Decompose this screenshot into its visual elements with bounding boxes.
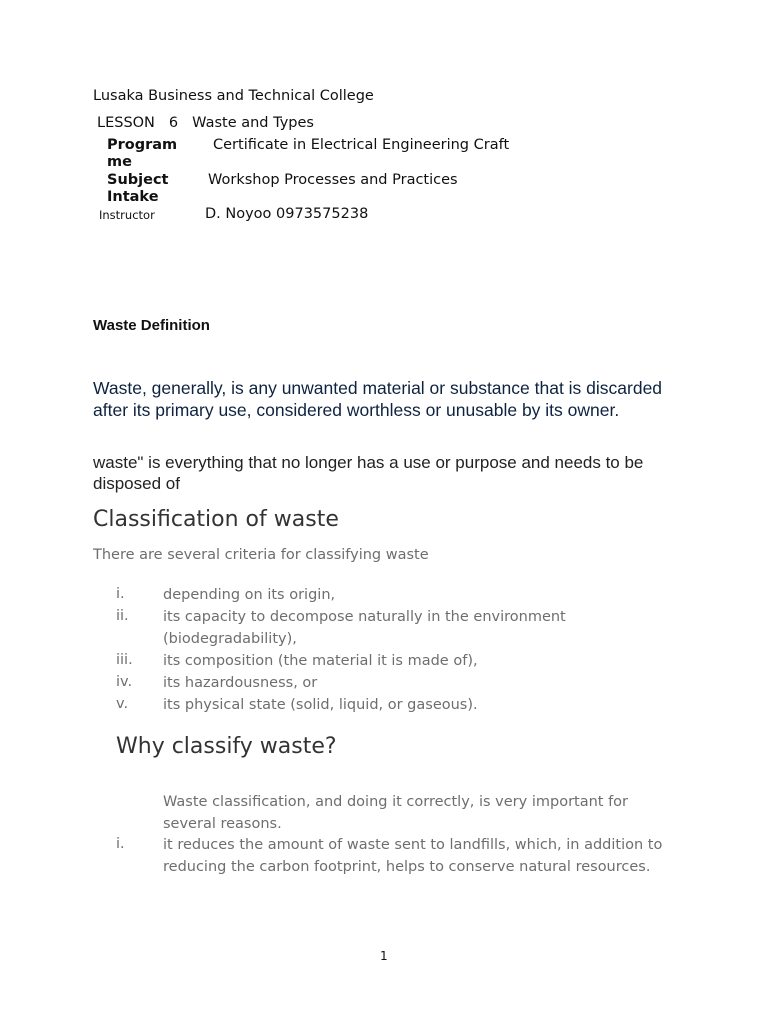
- lesson-number: 6: [168, 115, 179, 131]
- classification-intro: There are several criteria for classifying waste: [93, 547, 429, 563]
- why-classify-intro: Waste classification, and doing it correctly, is very important for several reasons.: [163, 794, 629, 832]
- subject-label: Subject: [107, 172, 169, 188]
- lesson-title: Waste and Types: [192, 115, 314, 131]
- college-name: Lusaka Business and Technical College: [93, 88, 374, 104]
- list-item-number: iii.: [116, 652, 133, 668]
- waste-definition-heading: Waste Definition: [93, 317, 210, 334]
- list-item-number: iv.: [116, 674, 133, 690]
- list-item: its physical state (solid, liquid, or gaseous).: [163, 697, 478, 713]
- lesson-line: [97, 115, 314, 131]
- instructor-value: D. Noyoo 0973575238: [205, 206, 369, 222]
- waste-definition-paragraph: Waste, generally, is any unwanted material or substance that is discarded after its primary use, considered worthless or unusable by its owner.: [93, 378, 663, 420]
- list-item-number: i.: [116, 586, 125, 602]
- list-item: depending on its origin,: [163, 587, 336, 603]
- subject-value: Workshop Processes and Practices: [208, 172, 458, 188]
- programme-value: Certificate in Electrical Engineering Craft: [213, 137, 510, 153]
- list-item: it reduces the amount of waste sent to landfills, which, in addition to reducing the carbon footprint, helps to conserve natural resources.: [163, 837, 663, 875]
- programme-label-line2: me: [107, 154, 132, 170]
- list-item: its composition (the material it is made of),: [163, 653, 478, 669]
- programme-label-line1: Program: [107, 137, 178, 153]
- intake-label: Intake: [107, 189, 159, 205]
- list-item-number: v.: [116, 696, 129, 712]
- instructor-label: Instructor: [99, 208, 155, 222]
- programme-label: [107, 137, 177, 171]
- lesson-label: LESSON: [97, 115, 155, 131]
- page-number: 1: [380, 949, 388, 963]
- classification-heading: Classification of waste: [93, 507, 339, 532]
- why-classify-heading: Why classify waste?: [116, 734, 337, 759]
- list-item: its hazardousness, or: [163, 675, 318, 691]
- waste-definition-paragraph-2: waste" is everything that no longer has a use or purpose and needs to be disposed of: [93, 453, 644, 493]
- list-item-number: ii.: [116, 608, 129, 624]
- list-item-number: i.: [116, 836, 125, 852]
- list-item: its capacity to decompose naturally in the environment (biodegradability),: [163, 609, 566, 647]
